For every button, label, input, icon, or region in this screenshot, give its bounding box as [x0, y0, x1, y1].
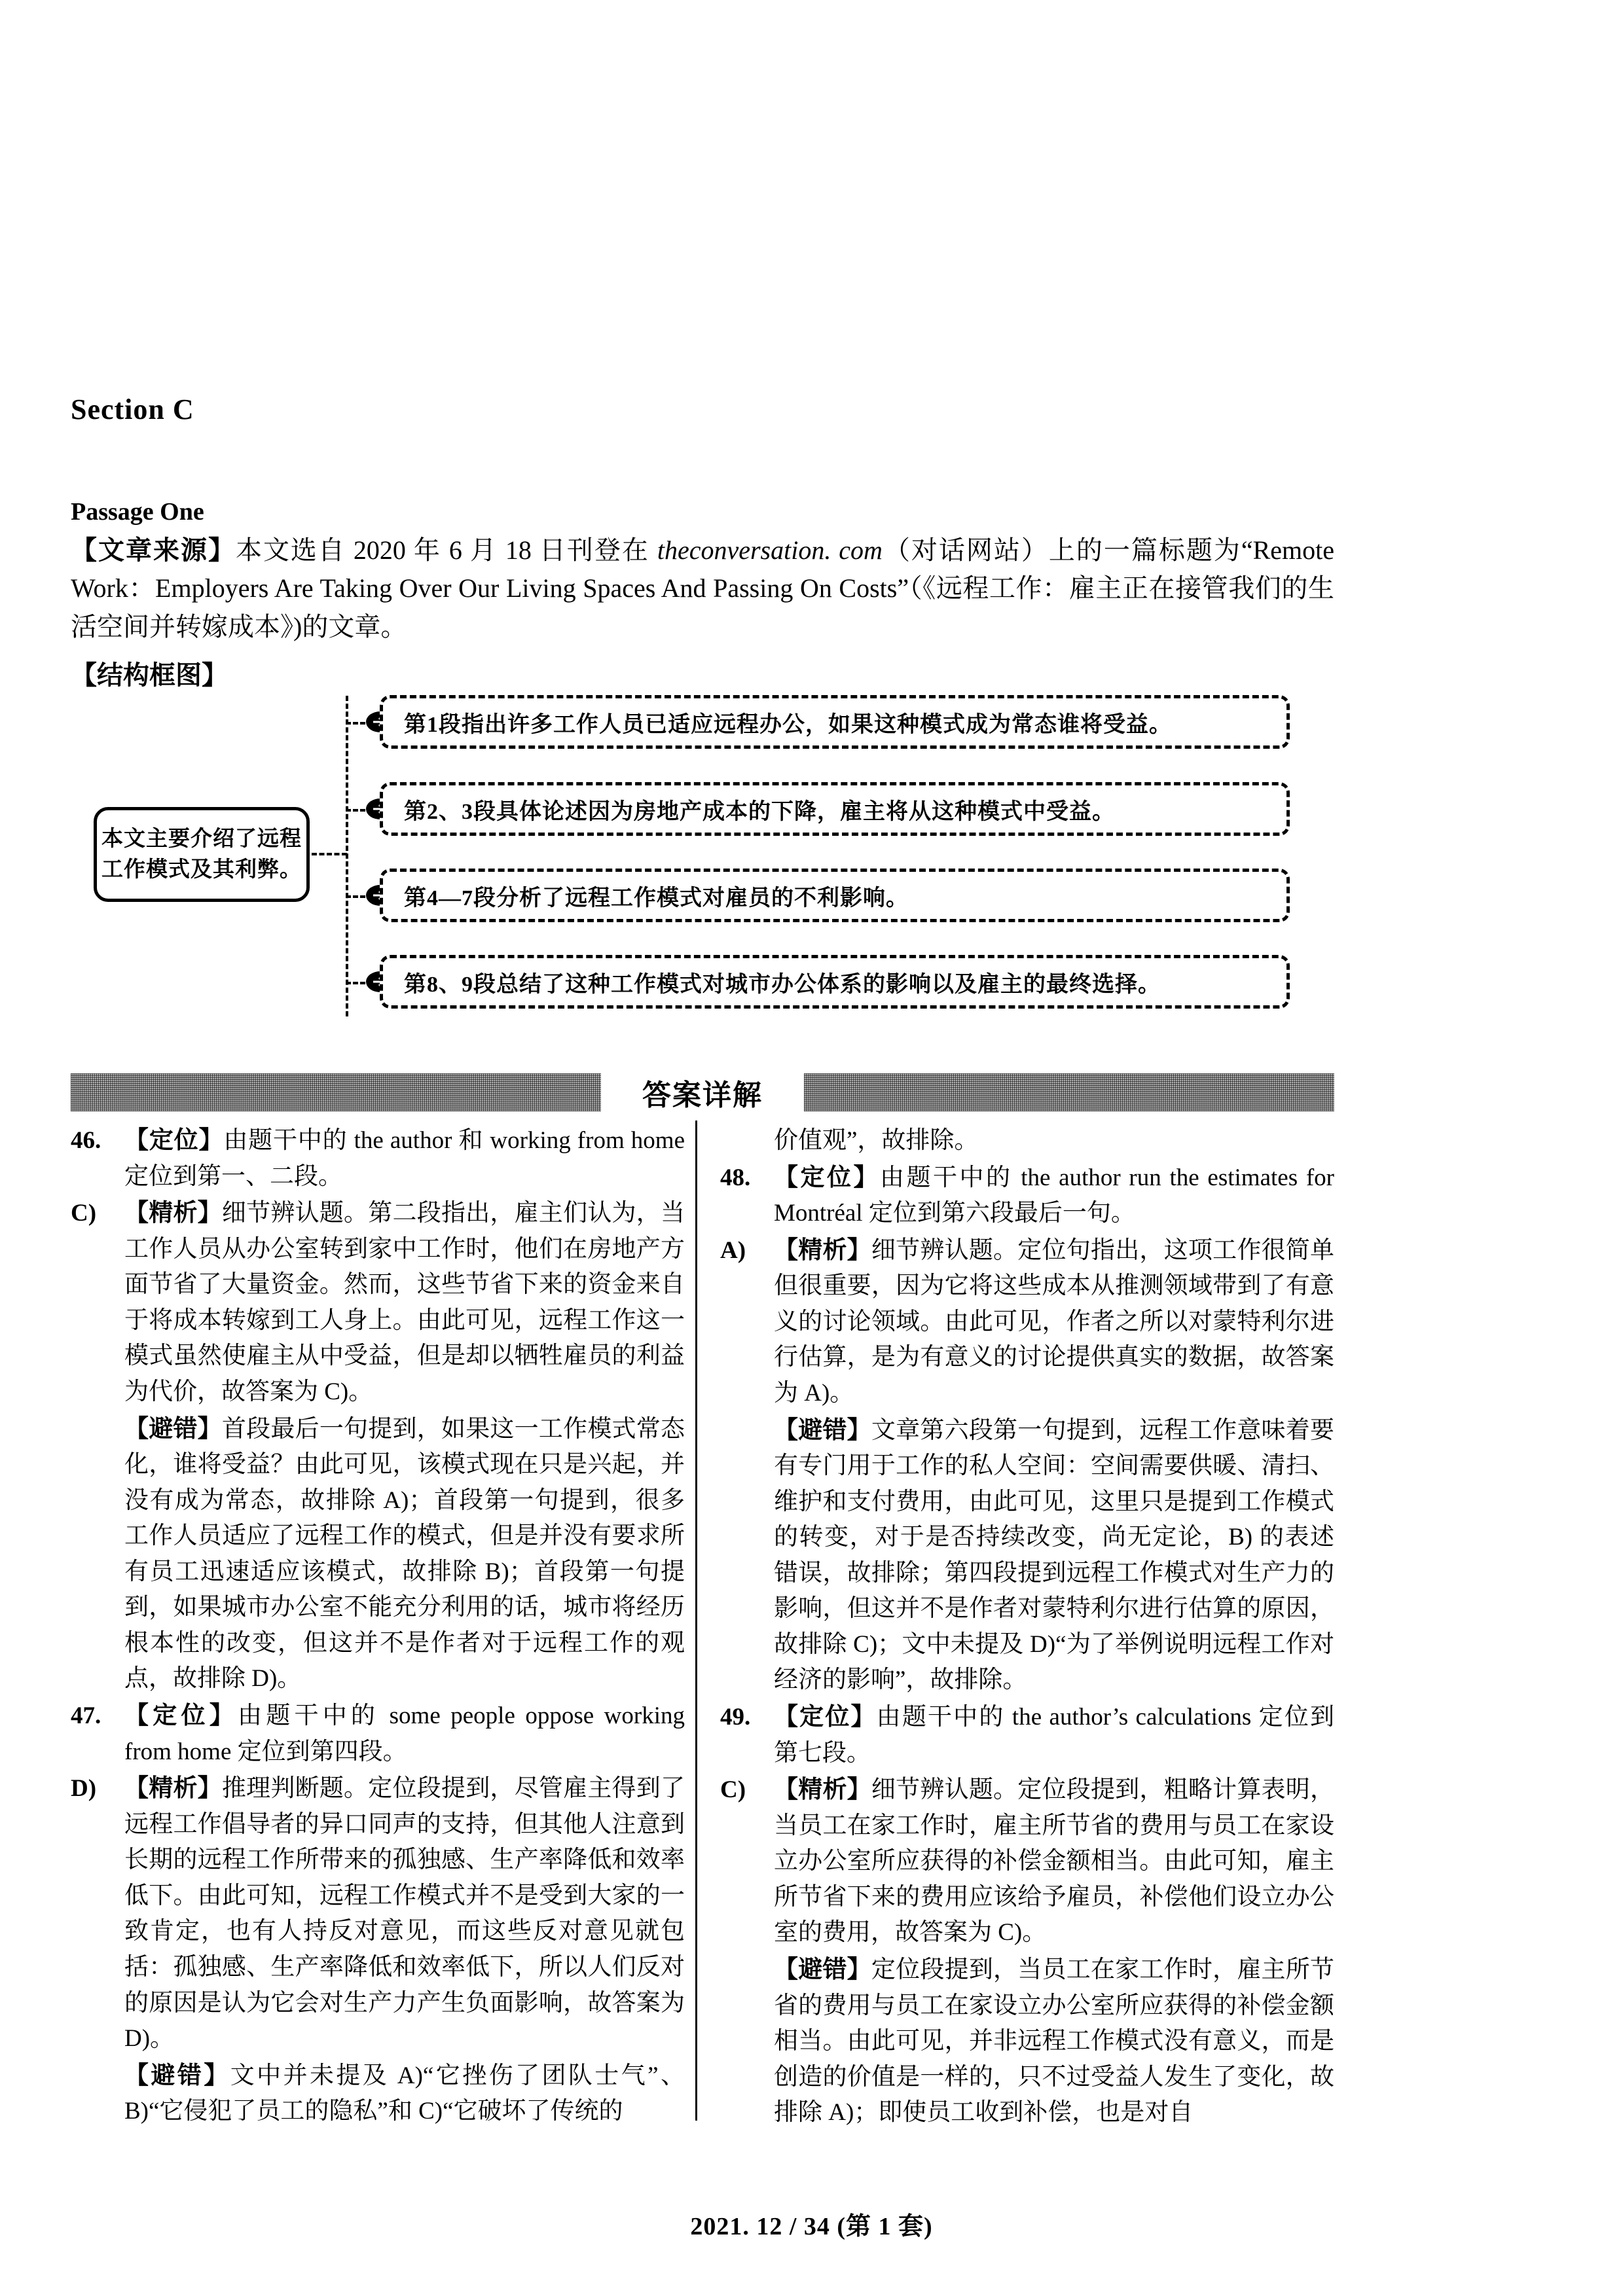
question-48-answer-option: A) [720, 1236, 746, 1264]
question-49-number: 49. [720, 1704, 751, 1731]
avoid-spacer [720, 1952, 774, 2131]
diagram-branch-box-4 [380, 955, 1290, 1009]
banner-texture-left [71, 1073, 601, 1111]
locate-tag: 【定位】 [774, 1164, 880, 1191]
question-49-answer-option: C) [720, 1776, 746, 1804]
locate-text: 由题干中的 the author run the estimates for Montréal 定位到第六段最后一句。 [774, 1164, 1335, 1227]
question-47-analysis [71, 1771, 685, 2057]
right-column [720, 1123, 1334, 2132]
avoid-tag: 【避错】 [124, 1415, 222, 1443]
answer-detail-title: 答案详解 [601, 1073, 804, 1111]
structure-diagram-label: 【结构框图】 [71, 660, 228, 690]
question-49-locate [720, 1700, 1334, 1771]
answer-detail-banner [71, 1073, 1334, 1111]
structure-diagram [71, 686, 1334, 1026]
diagram-branch-text-2: 第2、3段具体论述因为房地产成本的下降，雇主将从这种模式中受益。 [404, 799, 1115, 824]
question-46-analysis [71, 1196, 685, 1410]
passage-title: Passage One [71, 498, 204, 526]
analysis-tag: 【精析】 [774, 1776, 871, 1804]
analysis-text: 细节辨认题。定位句指出，这项工作很简单但很重要，因为它将这些成本从推测领域带到了有意义的讨论领域。由此可见，作者之所以对蒙特利尔进行估算，是为有意义的讨论提供真实的数据，故答案为 A)。 [774, 1236, 1335, 1407]
diagram-main-node-line1: 本文主要介绍了远程 [101, 827, 302, 851]
locate-text: 由题干中的 some people oppose working from home 定位到第四段。 [124, 1702, 685, 1765]
analysis-tag: 【精析】 [774, 1236, 871, 1264]
avoid-spacer [71, 2058, 124, 2130]
analysis-text: 推理判断题。定位段提到，尽管雇主得到了远程工作倡导者的异口同声的支持，但其他人注意到长期的远程工作所带来的孤独感、生产率降低和效率低下。由此可知，远程工作模式并不是受到大家的一致肯定，也有人持反对意见，而这些反对意见就包括：孤独感、生产率降低和效率低下，所以人们反对的原因是认为它会对生产力产生负面影响，故答案为 D)。 [124, 1775, 685, 2053]
question-47-avoid [71, 2058, 685, 2130]
avoid-text: 文中并未提及 A)“它挫伤了团队士气”、B)“它侵犯了员工的隐私”和 C)“它破坏了传统的 [124, 2062, 685, 2125]
question-47-number: 47. [71, 1702, 101, 1729]
question-49-analysis [720, 1772, 1334, 1951]
diagram-branch-text-3: 第4—7段分析了远程工作模式对雇员的不利影响。 [404, 886, 909, 910]
left-column [71, 1123, 685, 2131]
source-text-1: 本文选自 2020 年 6 月 18 日刊登在 [235, 535, 657, 565]
source-label: 【文章来源】 [71, 535, 236, 565]
question-46-number: 46. [71, 1127, 101, 1154]
continuation-from-left-column [720, 1123, 1334, 1159]
page-footer: 2021. 12 / 34 (第 1 套) [690, 2213, 933, 2240]
avoid-text: 首段最后一句提到，如果这一工作模式常态化，谁将受益？由此可见，该模式现在只是兴起，并没有成为常态，故排除 A)；首段第一句提到，很多工作人员适应了远程工作的模式，但是并没有要求所有员工迅速适应该模式，故排除 B)；首段第一句提到，如果城市办公室不能充分利用的话，城市将经历根本性的改变，但这并不是作者对于远程工作的观点，故排除 D)。 [124, 1415, 685, 1693]
diagram-main-node-line2: 工作模式及其利弊。 [101, 857, 302, 882]
diagram-main-node [94, 807, 310, 902]
locate-tag: 【定位】 [124, 1702, 238, 1729]
locate-tag: 【定位】 [124, 1127, 224, 1154]
question-48-number: 48. [720, 1164, 751, 1191]
avoid-tag: 【避错】 [774, 1416, 871, 1444]
locate-text: 由题干中的 the author 和 working from home 定位到第一、二段。 [124, 1127, 685, 1190]
source-block [71, 531, 1334, 646]
source-text-2: （对话网站）上的一篇标题为“Remote Work：Employers Are Taking Over Our Living Spaces And Passing On Costs”（《远程工作：雇主正在接管我们的生活空间并转嫁成本》)的文章。 [71, 535, 1335, 641]
question-48-locate [720, 1160, 1334, 1232]
diagram-trunk-stub [312, 853, 347, 855]
section-title: Section C [71, 393, 194, 425]
diagram-branch-box-3 [380, 869, 1290, 922]
locate-tag: 【定位】 [774, 1704, 877, 1731]
diagram-branch-text-4: 第8、9段总结了这种工作模式对城市办公体系的影响以及雇主的最终选择。 [404, 972, 1161, 997]
continuation-spacer [720, 1123, 774, 1159]
diagram-branch-box-2 [380, 782, 1290, 836]
question-48-analysis [720, 1233, 1334, 1412]
question-46-answer-option: C) [71, 1200, 97, 1227]
avoid-text: 定位段提到，当员工在家工作时，雇主所节省的费用与员工在家设立办公室所应获得的补偿金额相当。由此可见，并非远程工作模式没有意义，而是创造的价值是一样的，只不过受益人发生了变化，故排除 A)；即使员工收到补偿，也是对自 [774, 1956, 1335, 2126]
question-47-locate [71, 1698, 685, 1770]
question-48-avoid [720, 1413, 1334, 1699]
continuation-text: 价值观”，故排除。 [774, 1127, 979, 1154]
diagram-branch-box-1 [380, 695, 1290, 749]
avoid-spacer [71, 1412, 124, 1698]
locate-text: 由题干中的 the author’s calculations 定位到第七段。 [774, 1704, 1335, 1767]
question-47-answer-option: D) [71, 1775, 97, 1803]
banner-texture-right [804, 1073, 1334, 1111]
diagram-branch-text-1: 第1段指出许多工作人员已适应远程办公，如果这种模式成为常态谁将受益。 [404, 712, 1172, 737]
analysis-tag: 【精析】 [124, 1200, 222, 1227]
question-46-locate [71, 1123, 685, 1194]
avoid-tag: 【避错】 [124, 2062, 230, 2089]
source-site: theconversation. com [657, 535, 883, 565]
column-divider [695, 1121, 697, 2121]
analysis-text: 细节辨认题。定位段提到，粗略计算表明，当员工在家工作时，雇主所节省的费用与员工在家设立办公室所应获得的补偿金额相当。由此可知，雇主所节省下来的费用应该给予雇员，补偿他们设立办公室的费用，故答案为 C)。 [774, 1776, 1335, 1946]
analysis-text: 细节辨认题。第二段指出，雇主们认为，当工作人员从办公室转到家中工作时，他们在房地产方面节省了大量资金。然而，这些节省下来的资金来自于将成本转嫁到工人身上。由此可见，远程工作这一模式虽然使雇主从中受益，但是却以牺牲雇员的利益为代价，故答案为 C)。 [124, 1200, 685, 1405]
avoid-tag: 【避错】 [774, 1956, 871, 1983]
question-46-avoid [71, 1412, 685, 1698]
question-49-avoid [720, 1952, 1334, 2131]
avoid-spacer [720, 1413, 774, 1699]
avoid-text: 文章第六段第一句提到，远程工作意味着要有专门用于工作的私人空间：空间需要供暖、清扫、维护和支付费用，由此可见，这里只是提到工作模式的转变，对于是否持续改变，尚无定论，B) 的表述错误，故排除；第四段提到远程工作模式对生产力的影响，但这并不是作者对蒙特利尔进行估算的原因，故排除 C)；文中未提及 D)“为了举例说明远程工作对经济的影响”，故排除。 [774, 1416, 1335, 1694]
diagram-trunk-line [346, 696, 348, 1016]
analysis-tag: 【精析】 [124, 1775, 222, 1803]
